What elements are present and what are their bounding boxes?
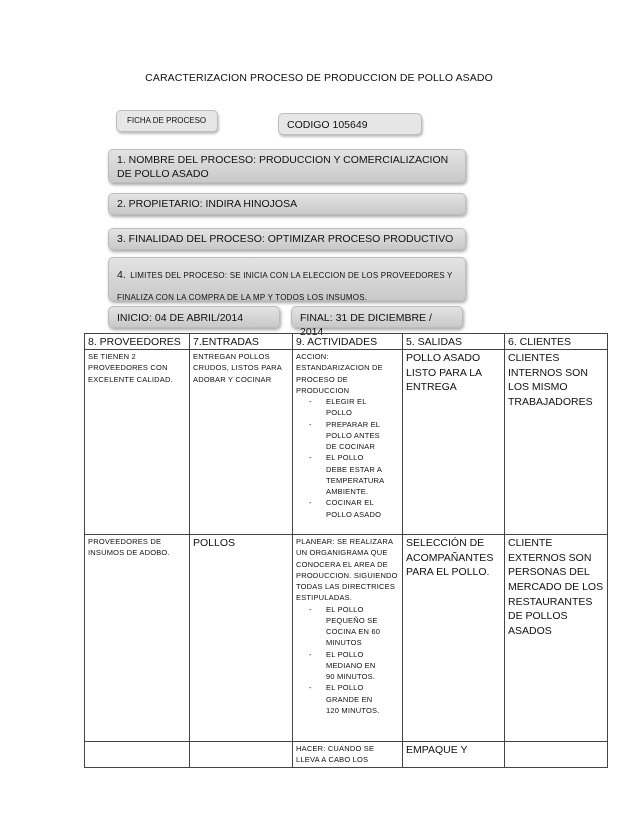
limits-text: LIMITES DEL PROCESO: SE INICIA CON LA ELECCION DE LOS PROVEEDORES Y FINALIZA CON LA COMPRA DE LA MP Y TODOS LOS INSUMOS. xyxy=(117,271,453,302)
list-item: - PREPARAR EL POLLO ANTES DE COCINAR xyxy=(313,419,386,453)
header-entradas: 7.ENTRADAS xyxy=(190,334,293,350)
table-row xyxy=(85,350,608,535)
cell-clientes: CLIENTE EXTERNOS SON PERSONAS DEL MERCADO DE LOS RESTAURANTES DE POLLOS ASADOS xyxy=(505,535,608,742)
actividades-intro: ACCION: ESTANDARIZACION DE PROCESO DE PRODUCCION xyxy=(296,352,383,395)
cell-proveedores xyxy=(85,742,190,768)
list-item: - COCINAR EL POLLO ASADO xyxy=(313,497,386,520)
list-item: - EL POLLO DEBE ESTAR A TEMPERATURA AMBIENTE. xyxy=(313,452,386,497)
end-date-box: FINAL: 31 DE DICIEMBRE / 2014 xyxy=(291,306,463,328)
table-row xyxy=(85,742,608,768)
cell-actividades xyxy=(293,535,403,742)
owner-box: 2. PROPIETARIO: INDIRA HINOJOSA xyxy=(108,193,466,215)
cell-actividades xyxy=(293,350,403,535)
characterization-table xyxy=(84,333,608,768)
cell-proveedores: PROVEEDORES DE INSUMOS DE ADOBO. xyxy=(85,535,190,742)
cell-salidas: POLLO ASADO LISTO PARA LA ENTREGA xyxy=(403,350,505,535)
cell-entradas: POLLOS xyxy=(190,535,293,742)
table-header-row xyxy=(85,334,608,350)
codigo-box: CODIGO 105649 xyxy=(278,113,422,135)
list-item: - EL POLLO PEQUEÑO SE COCINA EN 60 MINUTOS xyxy=(313,604,386,649)
process-name-box: 1. NOMBRE DEL PROCESO: PRODUCCION Y COMERCIALIZACION DE POLLO ASADO xyxy=(108,149,466,183)
cell-clientes xyxy=(505,742,608,768)
list-item: - ELEGIR EL POLLO xyxy=(313,396,386,419)
limits-box xyxy=(108,257,466,301)
header-salidas: 5. SALIDAS xyxy=(403,334,505,350)
cell-salidas: SELECCIÓN DE ACOMPAÑANTES PARA EL POLLO. xyxy=(403,535,505,742)
actividades-list xyxy=(296,604,399,717)
actividades-intro: PLANEAR: SE REALIZARA UN ORGANIGRAMA QUE CONOCERA EL AREA DE PRODUCCION. SIGUIENDO TODAS LAS DIRECTRICES ESTIPULADAS. xyxy=(296,537,398,603)
cell-entradas xyxy=(190,742,293,768)
start-date-box: INICIO: 04 DE ABRIL/2014 xyxy=(108,306,280,328)
header-clientes: 6. CLIENTES xyxy=(505,334,608,350)
limits-number: 4. xyxy=(117,269,126,281)
header-actividades: 9. ACTIVIDADES xyxy=(293,334,403,350)
purpose-box: 3. FINALIDAD DEL PROCESO: OPTIMIZAR PROCESO PRODUCTIVO xyxy=(108,228,466,250)
cell-proveedores: SE TIENEN 2 PROVEEDORES CON EXCELENTE CALIDAD. xyxy=(85,350,190,535)
cell-salidas: EMPAQUE Y xyxy=(403,742,505,768)
cell-clientes: CLIENTES INTERNOS SON LOS MISMO TRABAJADORES xyxy=(505,350,608,535)
list-item: - EL POLLO MEDIANO EN 90 MINUTOS. xyxy=(313,649,386,683)
cell-actividades: HACER: CUANDO SE LLEVA A CABO LOS xyxy=(293,742,403,768)
list-item: - EL POLLO GRANDE EN 120 MINUTOS. xyxy=(313,682,386,716)
cell-entradas: ENTREGAN POLLOS CRUDOS, LISTOS PARA ADOBAR Y COCINAR xyxy=(190,350,293,535)
table-row xyxy=(85,535,608,742)
header-proveedores: 8. PROVEEDORES xyxy=(85,334,190,350)
ficha-label: FICHA DE PROCESO xyxy=(116,110,218,132)
document-title: CARACTERIZACION PROCESO DE PRODUCCION DE POLLO ASADO xyxy=(145,72,493,84)
actividades-list xyxy=(296,396,399,520)
